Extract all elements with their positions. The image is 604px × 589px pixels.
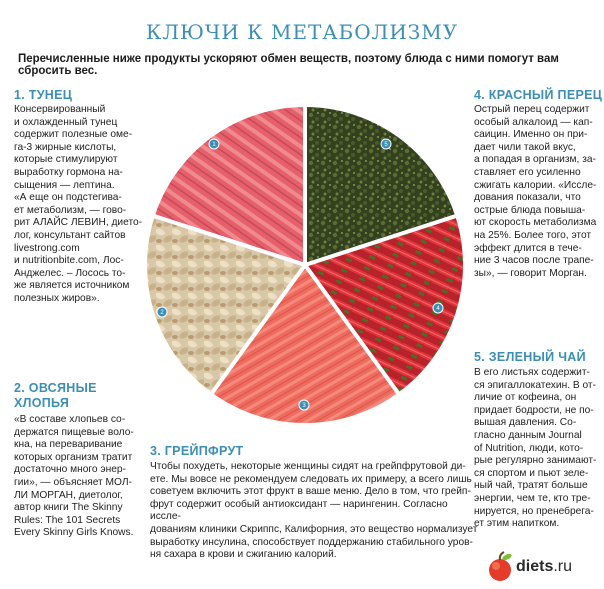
diets-logo-text: diets.ru [516,558,573,575]
section-grapefruit-text: Чтобы похудеть, некоторые женщины сидят на грейпфрутовой ди- ете. Мы вовсе не рекомендуем следовать их примеру, а всего лишь советуем включить этот фрукт в ваше меню. Дело в том, что грейп- фрут содержит особый антиоксидант — нарингенин. Согласно иссле- дованиям клиники Скриппс, Калифорния, это вещество нормализует выработку инсулина, способствует поддержанию стабильного уров- ня сахара в крови и сжиганию калорий. [150,461,478,561]
section-tuna-title: 1. ТУНЕЦ [14,88,73,102]
svg-text:4: 4 [436,306,440,313]
section-grapefruit-title: 3. ГРЕЙПФРУТ [150,444,244,458]
badge-1 [209,139,219,149]
badge-5 [381,139,391,149]
section-tuna-text: Консервированный и охлажденный тунец содержит полезные оме- га-3 жирные кислоты, которые стимулируют выработку гормона на- сыщения — лептина. «А еще он подстегива- ет метаболизм, — гово- рит АЛАЙС ЛЕВИН, дието- лог, консультант сайтов livestrong.com и nutritionbite.com, Лос- Анджелес. – Лосось то- же является источником полезных жиров». [14,104,143,304]
section-tea-title: 5. ЗЕЛЕНЫЙ ЧАЙ [474,350,586,364]
svg-text:1: 1 [212,142,216,149]
section-oats-text: «В составе хлопьев со- держатся пищевые воло- кна, на переваривание которых организм тратит достаточно много энер- гии», — объясняет МОЛ- ЛИ МОРГАН, диетолог, автор книги The Skinny Rules: The 101 Secrets Every Skinny Girls Knows. [14,414,134,539]
page-title: КЛЮЧИ К МЕТАБОЛИЗМУ [145,20,459,44]
intro-text: Перечисленные ниже продукты ускоряют обмен веществ, поэтому блюда с ними помогут вам сбросить вес. [18,53,559,77]
svg-text:5: 5 [384,142,388,149]
section-oats-title: 2. ОВСЯНЫЕ ХЛОПЬЯ [14,381,97,410]
badge-3 [299,400,309,410]
svg-text:2: 2 [160,310,164,317]
badge-2 [157,307,167,317]
section-pepper-title: 4. КРАСНЫЙ ПЕРЕЦ [474,88,603,102]
badge-4 [433,303,443,313]
section-pepper-text: Острый перец содержит особый алкалоид — кап- саицин. Именно он при- дает чили такой вкус, а попадая в организм, за- ставляет его усиленно сжигать калории. «Иссле- дования показали, что острые блюда повыша- ют скорость метаболизма на 25%. Более того, этот эффект длится в тече- ние 3 часов после трапе- зы», — говорит Морган. [474,104,597,279]
section-tea-text: В его листьях содержит- ся эпигаллокатехин. В от- личие от кофеина, он придает бодрости, не по- вышая давления. Со- гласно данным Journal of Nutrition, люди, кото- рые регулярно занимают- ся спортом и пьют зеле- ный чай, тратят больше энергии, чем те, кто тре- нируется, но пренебрега- ет этим напитком. [474,367,597,530]
food-pie-illustration [140,100,470,430]
svg-text:3: 3 [302,403,306,410]
